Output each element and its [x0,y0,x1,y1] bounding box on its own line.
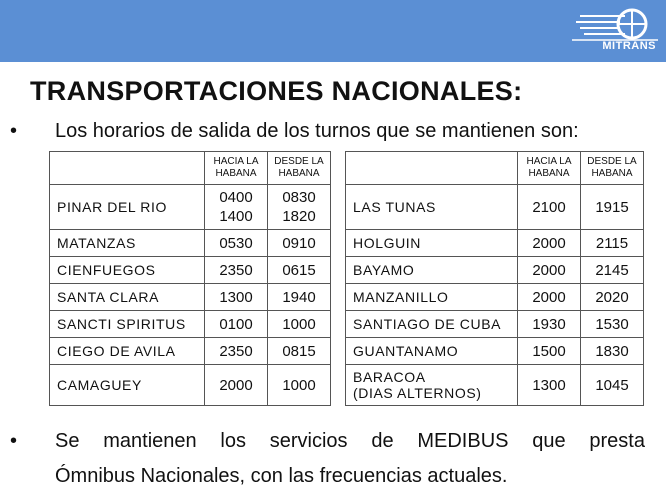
table-row [346,365,644,406]
to-time-cell: 1300 [518,365,581,406]
table-row [346,311,644,338]
to-time-cell: 0100 [205,311,268,338]
from-time-cell: 2115 [581,230,644,257]
place-cell [346,365,518,406]
to-time-cell: 1300 [205,284,268,311]
from-time-1: 0830 [282,189,316,206]
from-time-cell [268,185,331,230]
table-row [346,257,644,284]
header-to-havana: HACIA LA HABANA [518,152,581,185]
from-time-cell: 1940 [268,284,331,311]
table-row [346,185,644,230]
place-cell: LAS TUNAS [346,185,518,230]
place-cell: MATANZAS [50,230,205,257]
to-time-cell: 1500 [518,338,581,365]
table-row [50,284,331,311]
from-time-cell: 1915 [581,185,644,230]
to-time-1: 0400 [219,189,253,206]
to-time-cell: 2100 [518,185,581,230]
to-time-2: 1400 [219,208,253,225]
header-band [0,0,666,62]
medibus-text-line2: Ómnibus Nacionales, con las frecuencias actuales. [55,465,508,487]
to-time-cell: 2350 [205,257,268,284]
header-blank-cell [50,152,205,185]
from-time-cell: 1000 [268,311,331,338]
place-cell: SANTA CLARA [50,284,205,311]
to-time-cell: 0530 [205,230,268,257]
header-from-havana: DESDE LA HABANA [581,152,644,185]
from-time-cell: 1045 [581,365,644,406]
place-cell: SANTIAGO DE CUBA [346,311,518,338]
header-from-havana: DESDE LA HABANA [268,152,331,185]
logo-text: MITRANS [602,40,656,52]
from-time-cell: 1830 [581,338,644,365]
from-time-cell: 2145 [581,257,644,284]
place-cell: SANCTI SPIRITUS [50,311,205,338]
table-row [346,284,644,311]
page-title: TRANSPORTACIONES NACIONALES: [30,76,523,106]
to-time-cell: 2000 [518,284,581,311]
table-header-row [50,152,331,185]
place-note: (DIAS ALTERNOS) [353,385,482,401]
from-time-cell: 1530 [581,311,644,338]
place-cell: CAMAGUEY [50,365,205,406]
to-time-cell: 2000 [518,230,581,257]
table-row [346,230,644,257]
from-time-2: 1820 [282,208,316,225]
place-cell: MANZANILLO [346,284,518,311]
to-time-cell: 2000 [205,365,268,406]
table-row [50,338,331,365]
to-time-cell: 1930 [518,311,581,338]
table-header-row [346,152,644,185]
schedule-table-right [345,151,644,406]
place-cell: CIENFUEGOS [50,257,205,284]
header-blank-cell [346,152,518,185]
place-name: BARACOA [353,369,426,385]
to-time-cell [205,185,268,230]
bullet-icon: • [10,430,18,452]
to-time-cell: 2000 [518,257,581,284]
place-cell: PINAR DEL RIO [50,185,205,230]
bullet-icon: • [10,120,18,142]
from-time-cell: 0815 [268,338,331,365]
from-time-cell: 1000 [268,365,331,406]
from-time-cell: 0910 [268,230,331,257]
place-cell: GUANTANAMO [346,338,518,365]
table-row [50,185,331,230]
table-row [50,365,331,406]
table-row [50,230,331,257]
table-row [346,338,644,365]
place-cell: BAYAMO [346,257,518,284]
header-to-havana: HACIA LA HABANA [205,152,268,185]
to-time-cell: 2350 [205,338,268,365]
intro-text: Los horarios de salida de los turnos que se mantienen son: [55,120,579,142]
from-time-cell: 2020 [581,284,644,311]
table-row [50,311,331,338]
place-cell: HOLGUIN [346,230,518,257]
from-time-cell: 0615 [268,257,331,284]
place-cell: CIEGO DE AVILA [50,338,205,365]
table-row [50,257,331,284]
medibus-text-line1: Se mantienen los servicios de MEDIBUS que presta [55,430,645,452]
schedule-table-left [49,151,331,406]
